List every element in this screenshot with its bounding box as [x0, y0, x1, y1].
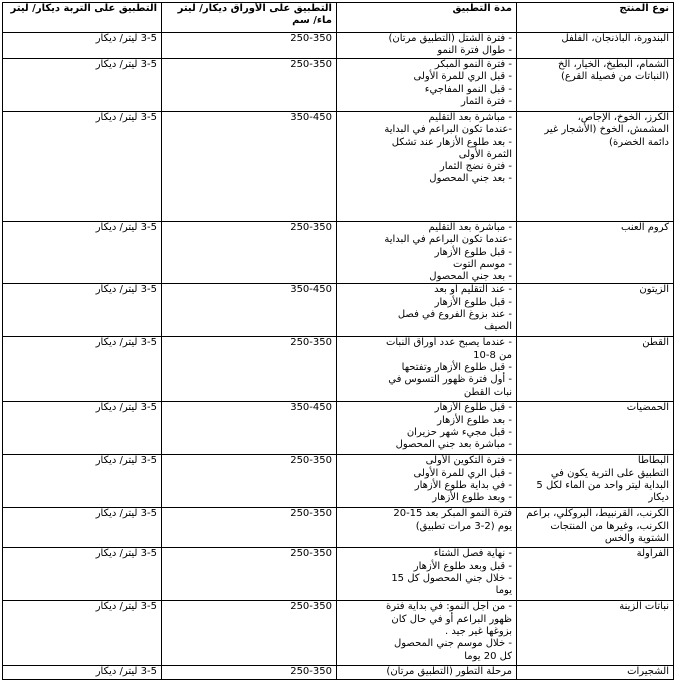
product-cell [517, 112, 674, 222]
table-row [3, 33, 674, 59]
period-cell-line: يوم (2-3 مرات تطبيق) [415, 520, 512, 532]
period-cell-line: - بعد جني المحصول [429, 271, 512, 283]
soil-rate-cell: 3-5 ليتر/ ديكار [3, 33, 162, 59]
soil-rate-cell: 3-5 ليتر/ ديكار [3, 284, 162, 337]
period-cell-line: نبات القطن [463, 386, 512, 398]
soil-rate-cell: 3-5 ليتر/ ديكار [3, 337, 162, 402]
period-cell-line: - بعد طلوع الأزهار عند تشكل [391, 136, 512, 148]
product-cell [517, 284, 674, 337]
leaf-rate-cell: 250-350 [162, 337, 337, 402]
product-cell [517, 601, 674, 666]
product-cell-line: الفراولة [636, 548, 669, 560]
leaf-rate-cell: 350-450 [162, 112, 337, 222]
period-cell-line: - فترة الشتل (التطبيق مرتان) [388, 33, 512, 44]
product-cell [517, 33, 674, 59]
header-soil-application: التطبيق على التربة ديكار/ ليتر [3, 3, 162, 33]
period-cell-line: مرحلة التطور (التطبيق مرتان) [386, 666, 512, 678]
period-cell [337, 284, 517, 337]
product-cell-line: دائمة الخضرة) [609, 136, 669, 148]
soil-rate-cell: 3-5 ليتر/ ديكار [3, 508, 162, 548]
soil-rate-cell: 3-5 ليتر/ ديكار [3, 548, 162, 601]
period-cell-line: - خلال جني المحصول كل 15 [391, 573, 512, 585]
period-cell-line: - فترة نضج الثمار [439, 161, 512, 173]
product-cell-line: الشمام، البطيخ، الخيار، الخ [558, 59, 669, 70]
period-cell-line: من 8-10 [473, 349, 512, 361]
table-row [3, 59, 674, 112]
period-cell-line: - قبل الري للمرة الأولى [413, 71, 512, 83]
product-cell [517, 455, 674, 508]
soil-rate-cell: 3-5 ليتر/ ديكار [3, 59, 162, 112]
table-row [3, 455, 674, 508]
leaf-rate-cell: 250-350 [162, 59, 337, 112]
period-cell-line: فترة النمو المبكر بعد 15-20 [393, 508, 512, 520]
table-row [3, 601, 674, 666]
period-cell [337, 337, 517, 402]
period-cell-line: الصيف [484, 321, 512, 333]
table-body [3, 33, 674, 680]
period-cell-line: - قبل طلوع الأزهار [434, 296, 512, 308]
product-cell-line: البطاطا [637, 455, 669, 467]
period-cell-line: كل 20 يوما [464, 650, 512, 662]
product-cell-line: الكرنب، وغيرها من المنتجات [550, 520, 669, 532]
period-cell-line: - قبل وبعد طلوع الأزهار [413, 560, 512, 572]
period-cell-line: - فترة التكوين الأولى [425, 455, 512, 467]
product-cell-line: الشجيرات [627, 666, 669, 678]
header-leaf-application: التطبيق على الأوراق ديكار/ ليتر ماء/ سم [162, 3, 337, 33]
soil-rate-cell: 3-5 ليتر/ ديكار [3, 112, 162, 222]
table-row [3, 112, 674, 222]
header-row [3, 3, 674, 33]
application-table-wrapper [2, 2, 673, 680]
product-cell [517, 59, 674, 112]
product-cell-line: ديكار [648, 492, 669, 504]
period-cell [337, 402, 517, 455]
period-cell-line: - عندما يصبح عدد أوراق النبات [385, 337, 512, 349]
product-cell [517, 222, 674, 284]
product-cell-line: الزيتون [639, 284, 669, 296]
period-cell-line: - قبل طلوع الأزهار [434, 246, 512, 258]
period-cell [337, 601, 517, 666]
leaf-rate-cell: 350-450 [162, 284, 337, 337]
header-product: نوع المنتج [517, 3, 674, 33]
leaf-rate-cell: 250-350 [162, 33, 337, 59]
period-cell [337, 222, 517, 284]
period-cell-line: - نهاية فصل الشتاء [433, 548, 512, 560]
period-cell-line: - بعد جني المحصول [429, 173, 512, 185]
period-cell [337, 666, 517, 680]
leaf-rate-cell: 250-350 [162, 508, 337, 548]
leaf-rate-cell: 250-350 [162, 548, 337, 601]
period-cell-line: -عندما تكون البراعم في البداية [384, 124, 512, 136]
period-cell-line: ظهور البراعم أو في حال كان [391, 613, 512, 625]
soil-rate-cell: 3-5 ليتر/ ديكار [3, 222, 162, 284]
period-cell [337, 548, 517, 601]
period-cell-line: - فترة الثمار [460, 95, 512, 107]
period-cell-line: - خلال موسم جني المحصول [394, 638, 512, 650]
period-cell-line: - مباشرة بعد التقليم [428, 222, 512, 233]
period-cell-line: - وبعد طلوع الأزهار [432, 492, 512, 504]
period-cell-line: - فترة النمو المبكر [434, 59, 512, 70]
soil-rate-cell: 3-5 ليتر/ ديكار [3, 666, 162, 680]
period-cell-line: - بعد طلوع الأزهار [437, 414, 512, 426]
table-row [3, 402, 674, 455]
leaf-rate-cell: 250-350 [162, 601, 337, 666]
product-cell-line: الكرنب، القرنبيط، البروكلي، براعم [526, 508, 669, 520]
period-cell-line: يوما [495, 585, 512, 597]
leaf-rate-cell: 250-350 [162, 666, 337, 680]
period-cell-line: - مباشرة بعد جني المحصول [395, 439, 512, 451]
period-cell-line: - عند بزوغ الفروع في فصل [397, 309, 512, 321]
table-row [3, 284, 674, 337]
product-cell-line: الشتوية والخس [604, 533, 669, 545]
product-cell [517, 666, 674, 680]
period-cell-line: - أول فترة ظهور التسوس في [388, 374, 512, 386]
product-cell-line: نباتات الزينة [619, 601, 669, 613]
product-cell-line: الحمضيات [626, 402, 669, 414]
leaf-rate-cell: 350-450 [162, 402, 337, 455]
product-cell [517, 548, 674, 601]
product-cell [517, 337, 674, 402]
period-cell-line: - قبل طلوع الأزهار [434, 402, 512, 414]
period-cell [337, 59, 517, 112]
product-cell [517, 402, 674, 455]
header-period: مدة التطبيق [337, 3, 517, 33]
table-row [3, 666, 674, 680]
period-cell-line: - في بداية طلوع الأزهار [414, 480, 512, 492]
period-cell-line: الثمرة الأولى [458, 148, 512, 160]
period-cell-line: بزوغها غير جيد . [445, 626, 512, 638]
period-cell-line: -عندما تكون البراعم في البداية [384, 234, 512, 246]
period-cell-line: - طوال فترة النمو [437, 45, 512, 57]
period-cell [337, 508, 517, 548]
product-cell-line: التطبيق على التربة يكون في [550, 467, 669, 479]
table-row [3, 222, 674, 284]
product-cell-line: المشمش، الخوخ (الأشجار غير [544, 124, 669, 136]
soil-rate-cell: 3-5 ليتر/ ديكار [3, 455, 162, 508]
period-cell [337, 33, 517, 59]
period-cell-line: - موسم التوت [453, 258, 512, 270]
period-cell-line: - قبل الري للمرة الأولى [413, 467, 512, 479]
soil-rate-cell: 3-5 ليتر/ ديكار [3, 601, 162, 666]
leaf-rate-cell: 250-350 [162, 222, 337, 284]
period-cell-line: - مباشرة بعد التقليم [428, 112, 512, 123]
period-cell [337, 455, 517, 508]
period-cell-line: - قبل مجيء شهر حزيران [406, 427, 512, 439]
product-cell-line: البداية ليتر واحد من الماء لكل 5 [536, 480, 669, 492]
period-cell-line: - قبل طلوع الأزهار وتفتحها [401, 362, 512, 374]
product-cell-line: القطن [642, 337, 669, 349]
product-cell [517, 508, 674, 548]
table-row [3, 548, 674, 601]
period-cell-line: - من أجل النمو: في بداية فترة [386, 601, 512, 613]
table-row [3, 508, 674, 548]
soil-rate-cell: 3-5 ليتر/ ديكار [3, 402, 162, 455]
product-cell-line: الكرز، الخوخ، الإجاص، [577, 112, 669, 123]
leaf-rate-cell: 250-350 [162, 455, 337, 508]
period-cell-line: - عند التقليم أو بعد [434, 284, 512, 296]
table-row [3, 337, 674, 402]
product-cell-line: كروم العنب [621, 222, 669, 233]
product-cell-line: (النباتات من فصيلة القرع) [561, 71, 669, 83]
application-table [2, 2, 674, 680]
period-cell-line: - قبل النمو المفاجيء [424, 83, 512, 95]
period-cell [337, 112, 517, 222]
product-cell-line: البندورة، الباذنجان، الفلفل [561, 33, 669, 44]
